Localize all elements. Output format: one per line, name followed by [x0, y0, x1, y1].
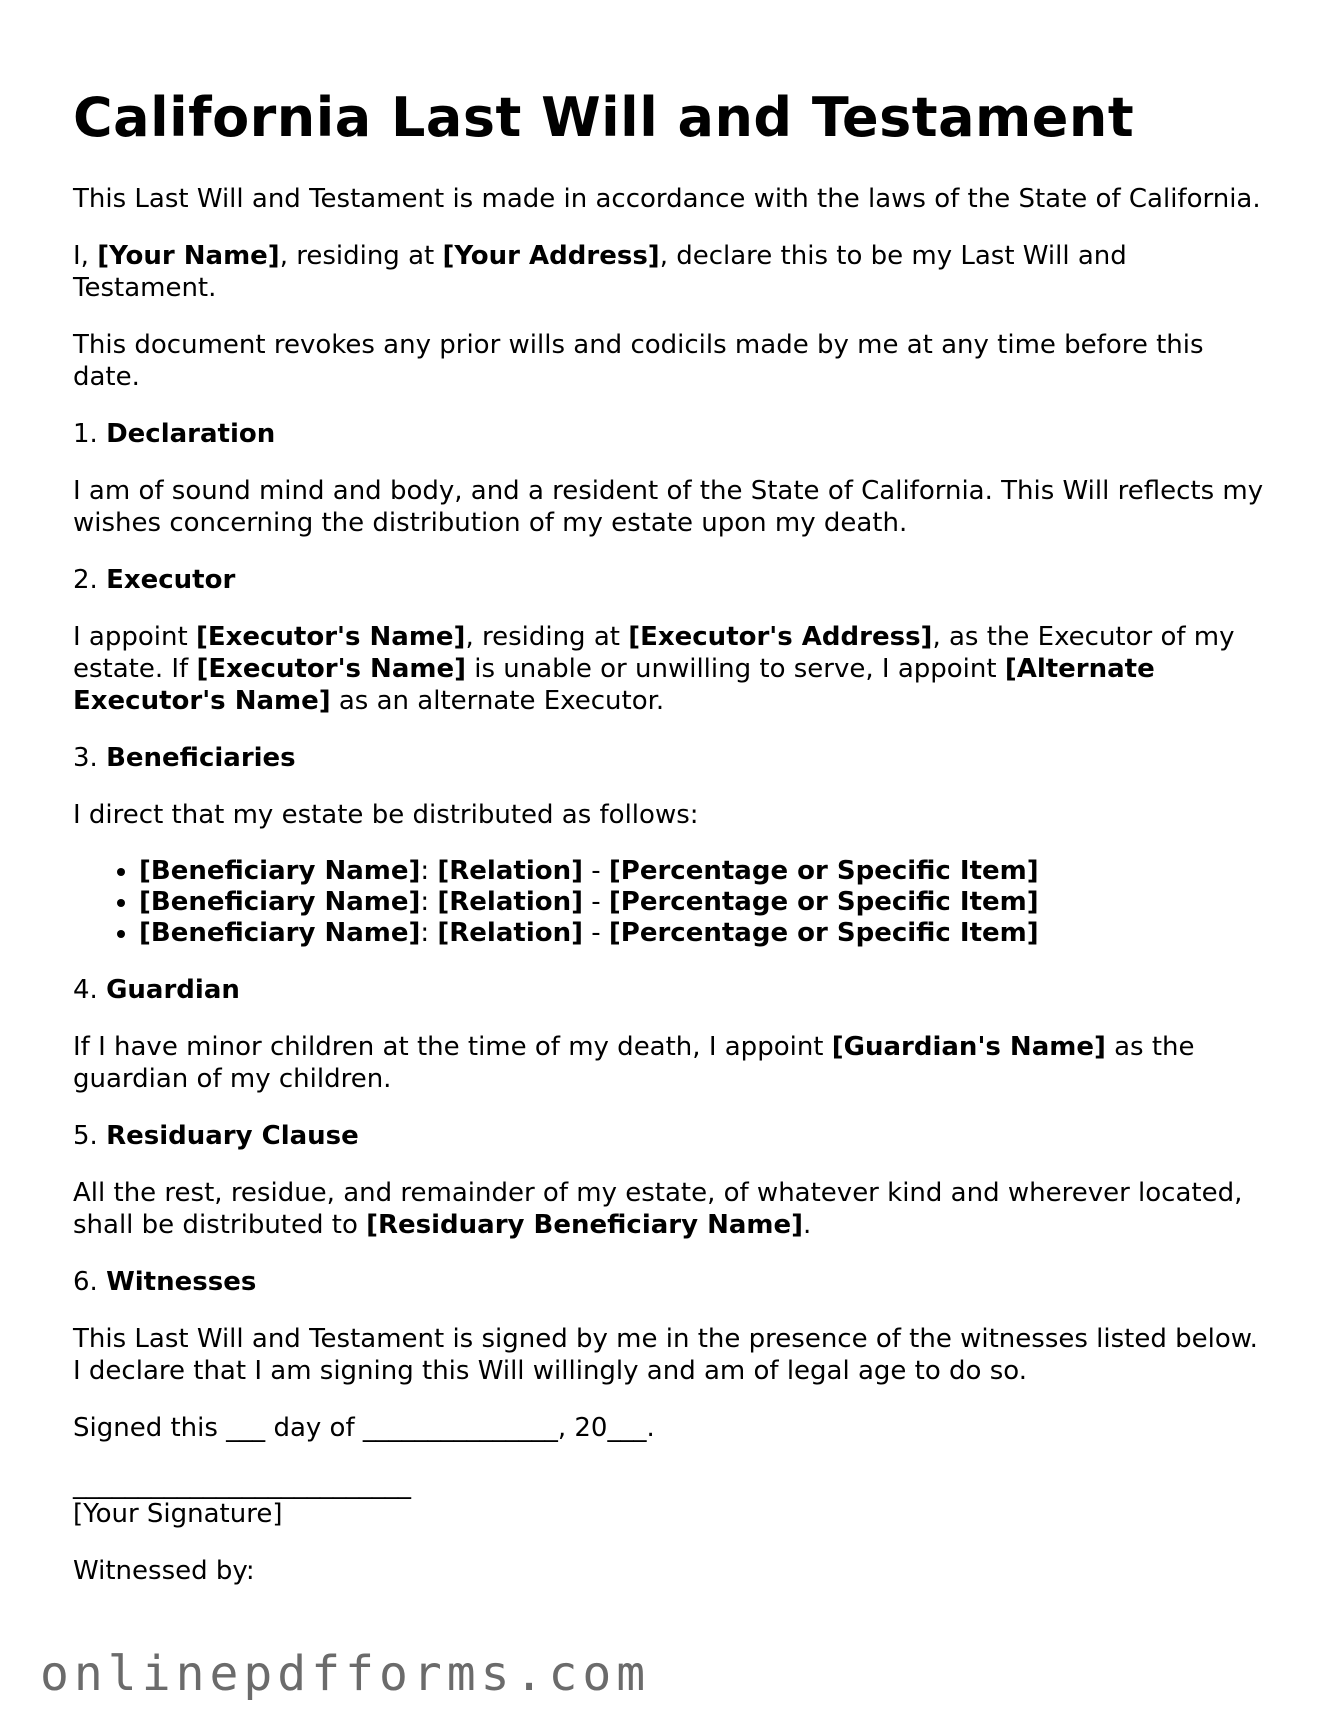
section-heading-guardian: 4. Guardian: [73, 975, 240, 1006]
section-text-witnesses: This Last Will and Testament is signed by me in the presence of the witnesses listed below. I declare that I am signing this Will willingly and am of legal age to do so.: [73, 1324, 1258, 1387]
section-text-guardian: If I have minor children at the time of my death, I appoint [Guardian's Name] as the guardian of my children.: [73, 1032, 1195, 1095]
section-heading-declaration: 1. Declaration: [73, 419, 276, 450]
placeholder-executor-name-2: [Executor's Name]: [196, 654, 466, 685]
placeholder-residuary-beneficiary: [Residuary Beneficiary Name]: [366, 1210, 804, 1241]
placeholder-guardian-name: [Guardian's Name]: [831, 1032, 1106, 1063]
section-text-declaration: I am of sound mind and body, and a resident of the State of California. This Will reflects my wishes concerning the distribution of my estate upon my death.: [73, 476, 1264, 539]
signature-line: __________________________: [73, 1470, 411, 1501]
intro-declaration: I, [Your Name], residing at [Your Address], declare this to be my Last Will and Testament.: [73, 241, 1127, 304]
list-item: • [Beneficiary Name]: [Relation] - [Percentage or Specific Item]: [139, 887, 1273, 918]
intro-revokes: This document revokes any prior wills and codicils made by me at any time before this date.: [73, 330, 1204, 393]
placeholder-executor-address: [Executor's Address]: [628, 622, 933, 653]
list-item: • [Beneficiary Name]: [Relation] - [Percentage or Specific Item]: [139, 918, 1273, 949]
intro-accordance: This Last Will and Testament is made in accordance with the laws of the State of California.: [73, 184, 1261, 215]
placeholder-your-address: [Your Address]: [442, 241, 660, 272]
section-heading-executor: 2. Executor: [73, 565, 236, 596]
page-title: California Last Will and Testament: [73, 86, 1135, 149]
signature-label: [Your Signature]: [73, 1499, 283, 1530]
signed-date-line: Signed this ___ day of _______________, 20___.: [73, 1413, 655, 1444]
section-heading-witnesses: 6. Witnesses: [73, 1267, 257, 1298]
placeholder-executor-name: [Executor's Name]: [195, 622, 466, 653]
section-text-beneficiaries: I direct that my estate be distributed as follows:: [73, 800, 699, 831]
beneficiary-list: [73, 856, 1273, 949]
section-text-residuary: All the rest, residue, and remainder of my estate, of whatever kind and wherever located, shall be distributed to [Residuary Beneficiary Name].: [73, 1178, 1243, 1241]
list-item: • [Beneficiary Name]: [Relation] - [Percentage or Specific Item]: [139, 856, 1273, 887]
section-heading-beneficiaries: 3. Beneficiaries: [73, 743, 296, 774]
placeholder-alternate-executor: [Alternate Executor's Name]: [73, 654, 1155, 717]
will-document: [73, 88, 1273, 1612]
placeholder-your-name: [Your Name]: [97, 241, 280, 272]
section-text-executor: I appoint [Executor's Name], residing at [Executor's Address], as the Executor of my estate. If [Executor's Name] is unable or unwilling to serve, I appoint [Alternate Executor's Name] as an alternate Executor.: [73, 622, 1235, 717]
watermark: onlinepdfforms.com: [40, 1646, 651, 1702]
section-heading-residuary: 5. Residuary Clause: [73, 1121, 359, 1152]
witnessed-by: Witnessed by:: [73, 1556, 255, 1587]
